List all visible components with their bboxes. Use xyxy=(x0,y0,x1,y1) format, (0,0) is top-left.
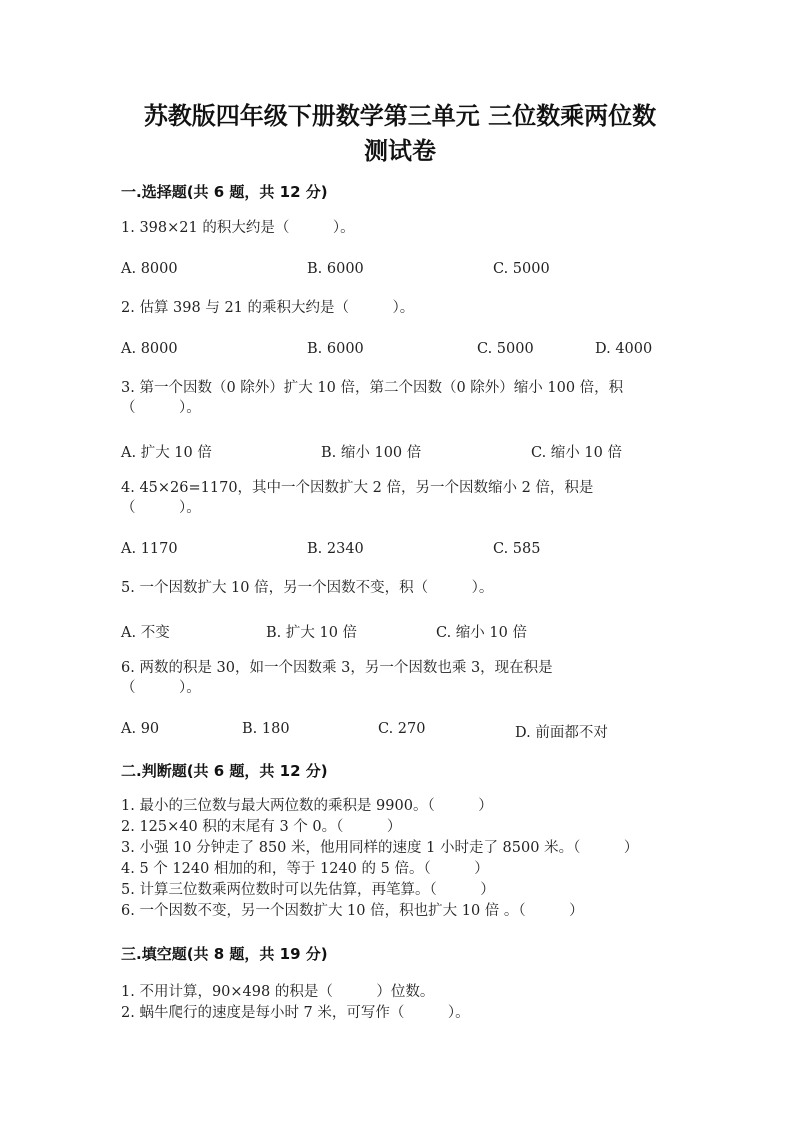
option-1c: C. 5000 xyxy=(493,261,550,277)
option-4b: B. 2340 xyxy=(307,541,364,557)
fill-item-2: 2. 蜗牛爬行的速度是每小时 7 米，可写作（ ）。 xyxy=(121,1005,470,1021)
question-5: 5. 一个因数扩大 10 倍，另一个因数不变，积（ ）。 xyxy=(121,580,494,596)
question-4: 4. 45×26=1170，其中一个因数扩大 2 倍，另一个因数缩小 2 倍，积是 xyxy=(121,480,594,496)
option-2d: D. 4000 xyxy=(595,341,653,357)
question-1: 1. 398×21 的积大约是（ ）。 xyxy=(121,220,355,236)
judge-item-5: 5. 计算三位数乘两位数时可以先估算，再笔算。（ ） xyxy=(121,882,495,898)
question-6: 6. 两数的积是 30，如一个因数乘 3，另一个因数也乘 3，现在积是 xyxy=(121,660,553,676)
option-2a: A. 8000 xyxy=(121,341,178,357)
paper-title: 苏教版四年级下册数学第三单元 三位数乘两位数 xyxy=(143,102,657,130)
paper-title-line2: 测试卷 xyxy=(364,137,436,165)
option-2b: B. 6000 xyxy=(307,341,364,357)
option-2c: C. 5000 xyxy=(477,341,534,357)
option-6c: C. 270 xyxy=(378,721,426,737)
option-6b: B. 180 xyxy=(242,721,290,737)
question-3-cont: （ ）。 xyxy=(121,400,201,416)
judge-item-3: 3. 小强 10 分钟走了 850 米，他用同样的速度 1 小时走了 8500 米。（ ） xyxy=(121,840,639,856)
question-6-cont: （ ）。 xyxy=(121,680,201,696)
option-1b: B. 6000 xyxy=(307,261,364,277)
option-1a: A. 8000 xyxy=(121,261,178,277)
option-5a: A. 不变 xyxy=(121,625,170,641)
option-5b: B. 扩大 10 倍 xyxy=(266,625,358,641)
option-6a: A. 90 xyxy=(121,721,160,737)
fill-item-1: 1. 不用计算，90×498 的积是（ ）位数。 xyxy=(121,984,435,1000)
option-3b: B. 缩小 100 倍 xyxy=(321,445,422,461)
judge-item-4: 4. 5 个 1240 相加的和，等于 1240 的 5 倍。（ ） xyxy=(121,861,489,877)
question-2: 2. 估算 398 与 21 的乘积大约是（ ）。 xyxy=(121,300,415,316)
question-4-cont: （ ）。 xyxy=(121,500,201,516)
option-3a: A. 扩大 10 倍 xyxy=(121,445,212,461)
question-3: 3. 第一个因数（0 除外）扩大 10 倍，第二个因数（0 除外）缩小 100 倍，积 xyxy=(121,380,624,396)
section-heading-judge: 二.判断题(共 6 题，共 12 分) xyxy=(121,762,328,780)
judge-item-2: 2. 125×40 积的末尾有 3 个 0。（ ） xyxy=(121,819,402,835)
option-6d: D. 前面都不对 xyxy=(515,725,608,741)
section-heading-choice: 一.选择题(共 6 题，共 12 分) xyxy=(121,183,328,201)
judge-item-6: 6. 一个因数不变，另一个因数扩大 10 倍，积也扩大 10 倍 。（ ） xyxy=(121,903,584,919)
section-heading-fill: 三.填空题(共 8 题，共 19 分) xyxy=(121,945,328,963)
option-4c: C. 585 xyxy=(493,541,541,557)
option-3c: C. 缩小 10 倍 xyxy=(531,445,622,461)
option-4a: A. 1170 xyxy=(121,541,178,557)
judge-item-1: 1. 最小的三位数与最大两位数的乘积是 9900。（ ） xyxy=(121,798,493,814)
option-5c: C. 缩小 10 倍 xyxy=(436,625,527,641)
